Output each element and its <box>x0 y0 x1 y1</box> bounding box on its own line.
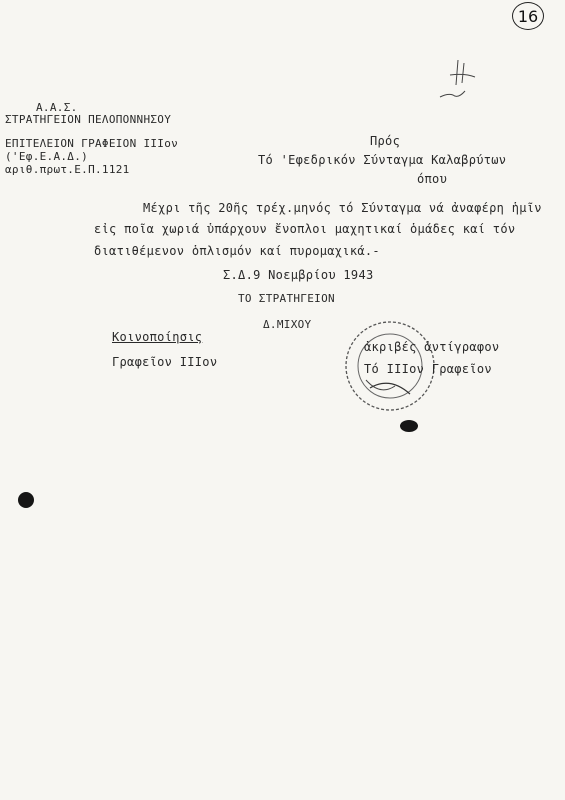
header-line-2: ΣΤΡΑΤΗΓΕΙΟΝ ΠΕΛΟΠΟΝΝΗΣΟΥ <box>5 113 172 126</box>
header-line-4: ('Εφ.Ε.Α.Δ.) <box>5 150 89 163</box>
recipient-unit: Τό 'Εφεδρικόν Σύνταγμα Καλαβρύτων <box>258 153 507 167</box>
certification-line-1: ἀκριβές ἀντίγραφον <box>364 340 500 354</box>
signature-authority: ΤΟ ΣΤΡΑΤΗΓΕΙΟΝ <box>238 292 335 305</box>
punch-hole-left <box>18 492 34 508</box>
body-line-1: Μέχρι τῆς 20ῆς τρέχ.μηνός τό Σύνταγμα νά ἀναφέρη ἡμῖν <box>143 201 542 215</box>
signature-date: Σ.Δ.9 Νοεμβρίου 1943 <box>223 268 374 282</box>
distribution-office: Γραφεῖον IIIον <box>112 355 218 369</box>
header-line-3: ΕΠΙΤΕΛΕΙΟΝ ΓΡΑΦΕΙΟΝ IIIον <box>5 137 179 150</box>
recipient-location: όπου <box>417 172 448 186</box>
distribution-label: Κοινοποίησις <box>112 330 203 344</box>
header-line-1: Α.Α.Σ. <box>36 101 78 114</box>
signature-name: Δ.ΜΙΧΟΥ <box>263 318 312 331</box>
body-line-2: εἰς ποῖα χωριά ὑπάρχουν ἔνοπλοι μαχητικαί ὁμάδες καί τόν <box>94 222 516 236</box>
handwritten-scribble <box>420 55 480 110</box>
certification-line-2: Τό IIIον Γραφεῖον <box>364 362 492 376</box>
body-line-3: διατιθέμενον ὁπλισμόν καί πυρομαχικά.- <box>94 244 380 258</box>
recipient-pros: Πρός <box>370 134 401 148</box>
punch-hole-top <box>400 420 418 432</box>
page-number: 16 <box>512 2 544 30</box>
header-line-5: αριθ.πρωτ.Ε.Π.1121 <box>5 163 130 176</box>
